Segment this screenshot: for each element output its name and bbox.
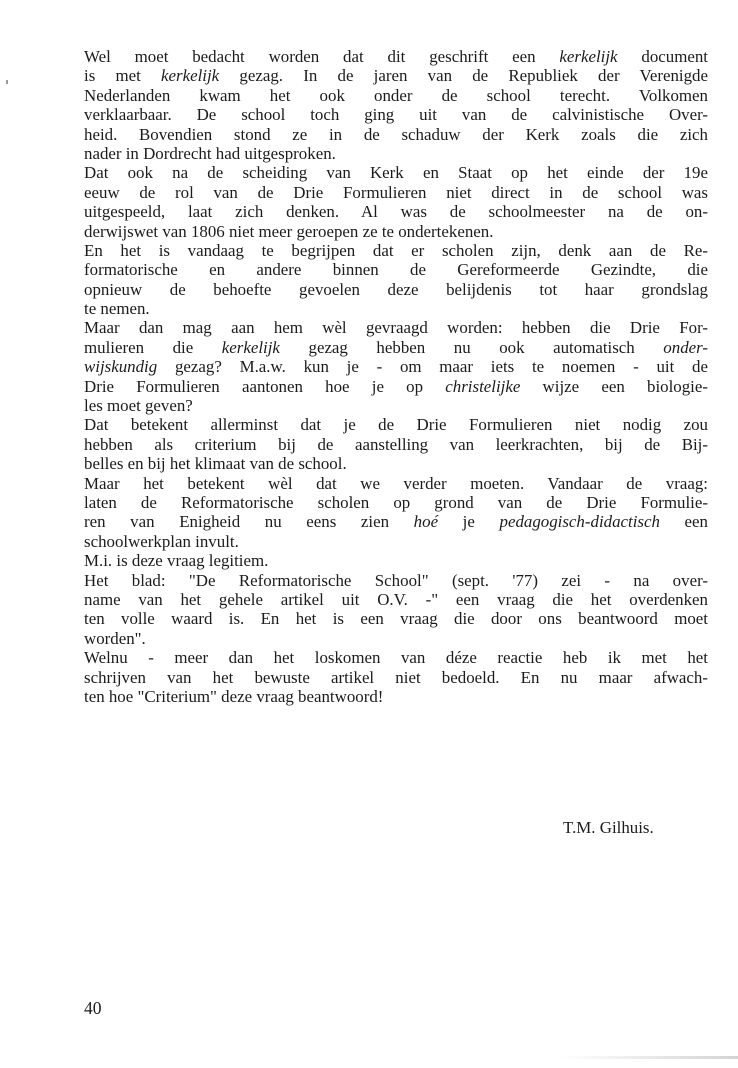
page-number: 40 xyxy=(84,998,102,1018)
italic-emphasis: pedagogisch-didactisch xyxy=(499,512,660,532)
text-line: heid. Bovendien stond ze in de schaduw der Kerk zoals die zich xyxy=(84,124,708,144)
italic-emphasis: onder- xyxy=(663,337,708,357)
text-line: formatorische en andere binnen de Gereformeerde Gezindte, die xyxy=(84,260,708,280)
text-line: name van het gehele artikel uit O.V. -" een vraag die het overdenken xyxy=(84,589,708,609)
text-line: Het blad: "De Reformatorische School" (sept. '77) zei - na over- xyxy=(84,570,708,590)
text-line: derwijswet van 1806 niet meer geroepen ze te ondertekenen. xyxy=(84,221,494,241)
italic-emphasis: christelijke xyxy=(445,376,521,396)
text-line: schoolwerkplan invult. xyxy=(84,531,239,551)
text-line: eeuw de rol van de Drie Formulieren niet direct in de school was xyxy=(84,182,708,202)
text-line: Maar het betekent wèl dat we verder moeten. Vandaar de vraag: xyxy=(84,473,708,493)
italic-emphasis: hoé xyxy=(413,512,439,532)
italic-emphasis: kerkelijk xyxy=(221,337,280,357)
text-line: Dat ook na de scheiding van Kerk en Staat op het einde der 19e xyxy=(84,163,708,183)
text-line: M.i. is deze vraag legitiem. xyxy=(84,551,269,571)
text-line: Wel moet bedacht worden dat dit geschrift een kerkelijk document xyxy=(84,47,708,66)
scan-shadow xyxy=(560,1056,738,1059)
author-signature: T.M. Gilhuis. xyxy=(563,818,654,837)
italic-emphasis: kerkelijk xyxy=(161,66,220,86)
text-line: uitgespeeld, laat zich denken. Al was de schoolmeester na de on- xyxy=(84,202,708,222)
text-line: opnieuw de behoefte gevoelen deze belijdenis tot haar grondslag xyxy=(84,279,708,299)
text-line: Drie Formulieren aantonen hoe je op christelijke wijze een biologie- xyxy=(84,376,708,396)
text-line: Welnu - meer dan het loskomen van déze reactie heb ik met het xyxy=(84,648,708,668)
text-line: Dat betekent allerminst dat je de Drie Formulieren niet nodig zou xyxy=(84,415,708,435)
text-line: te nemen. xyxy=(84,299,150,319)
text-line: hebben als criterium bij de aanstelling van leerkrachten, bij de Bij- xyxy=(84,434,708,454)
text-line: verklaarbaar. De school toch ging uit van de calvinistische Over- xyxy=(84,105,708,125)
italic-emphasis: wijskundig xyxy=(84,357,158,377)
text-line: les moet geven? xyxy=(84,396,193,416)
scan-edge-mark xyxy=(6,80,8,84)
text-line: Nederlanden kwam het ook onder de school terecht. Volkomen xyxy=(84,85,708,105)
text-line: nader in Dordrecht had uitgesproken. xyxy=(84,143,336,163)
text-line: En het is vandaag te begrijpen dat er scholen zijn, denk aan de Re- xyxy=(84,240,708,260)
text-line: laten de Reformatorische scholen op grond van de Drie Formulie- xyxy=(84,492,708,512)
text-line: schrijven van het bewuste artikel niet bedoeld. En nu maar afwach- xyxy=(84,667,708,687)
text-line: mulieren die kerkelijk gezag hebben nu ook automatisch onder- xyxy=(84,337,708,357)
text-line: belles en bij het klimaat van de school. xyxy=(84,454,347,474)
text-line: ten volle waard is. En het is een vraag die door ons beantwoord moet xyxy=(84,609,708,629)
text-line: ren van Enigheid nu eens zien hoé je pedagogisch-didactisch een xyxy=(84,512,708,532)
text-line: wijskundig gezag? M.a.w. kun je - om maar iets te noemen - uit de xyxy=(84,357,708,377)
italic-emphasis: kerkelijk xyxy=(559,47,618,66)
body-text xyxy=(84,47,708,706)
text-line: is met kerkelijk gezag. In de jaren van de Republiek der Verenigde xyxy=(84,66,708,86)
text-line: ten hoe "Criterium" deze vraag beantwoord! xyxy=(84,686,384,706)
text-line: worden". xyxy=(84,628,146,648)
text-line: Maar dan mag aan hem wèl gevraagd worden: hebben die Drie For- xyxy=(84,318,708,338)
